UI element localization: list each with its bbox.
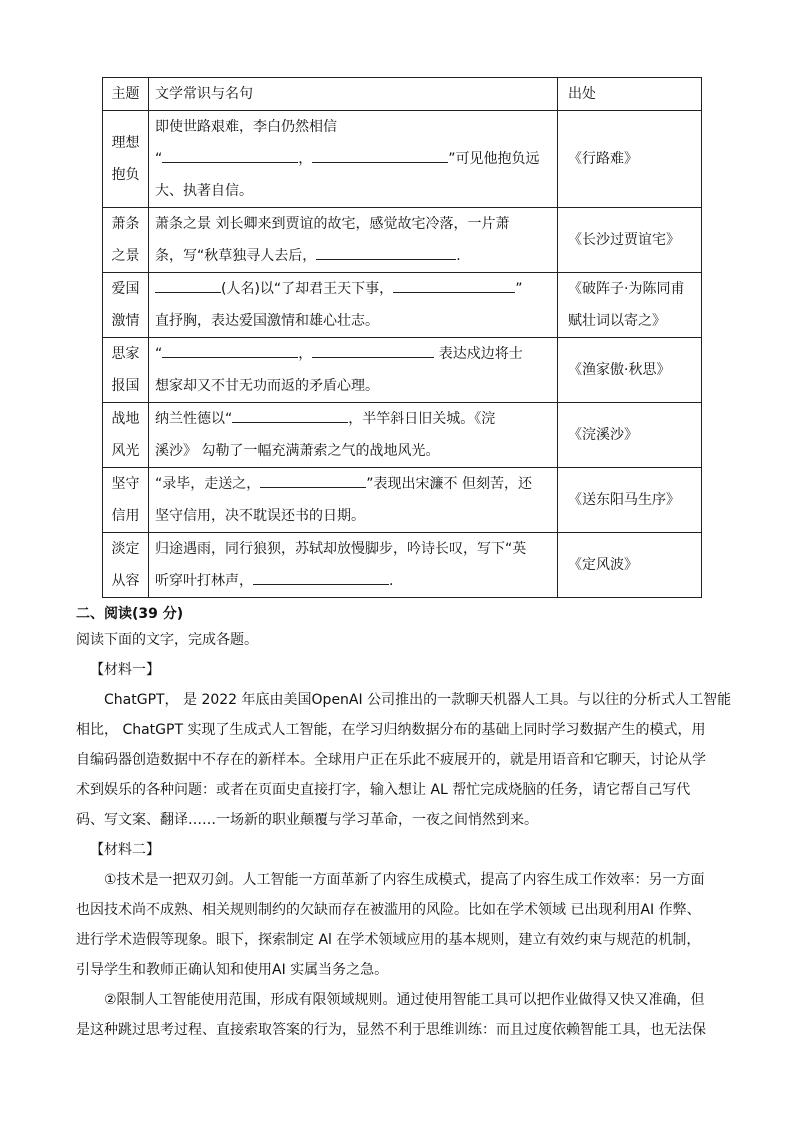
header-content: 文学常识与名句 <box>149 78 558 111</box>
row-theme: 坚守 信用 <box>103 468 149 533</box>
row-content: 萧条之景 刘长卿来到贾谊的故宅，感觉故宅冷落，一片萧 条，写“秋草独寻人去后， . <box>149 208 558 273</box>
literature-table <box>102 77 702 598</box>
fill-blank[interactable] <box>232 408 348 423</box>
paragraph-line: ①技术是一把双刃剑。人工智能一方面革新了内容生成模式，提高了内容生成工作效率：另一方面 <box>104 872 705 888</box>
row-source: 《浣溪沙》 <box>558 403 702 468</box>
fill-blank[interactable] <box>162 148 298 163</box>
paragraph-line: 自编码器创造数据中不存在的新样本。全球用户正在乐此不疲展开的，就是用语音和它聊天，讨论从学 <box>76 752 706 768</box>
table-row <box>103 403 702 468</box>
fill-blank[interactable] <box>162 343 298 358</box>
row-theme: 萧条 之景 <box>103 208 149 273</box>
header-theme: 主题 <box>103 78 149 111</box>
row-theme: 战地 风光 <box>103 403 149 468</box>
paragraph-line: 进行学术造假等现象。眼下，探索制定 Al 在学术领域应用的基本规则，建立有效约束与规范的机制， <box>76 932 701 948</box>
row-content: 即使世路艰难，李白仍然相信 “ ， ”可见他抱负远 大、执著自信。 <box>149 111 558 208</box>
fill-blank[interactable] <box>155 278 221 293</box>
row-theme: 理想 抱负 <box>103 111 149 208</box>
material1-label: 【材料一】 <box>90 662 160 678</box>
table-row <box>103 338 702 403</box>
row-theme: 思家 报国 <box>103 338 149 403</box>
paragraph-line: 码、写文案、翻译……一场新的职业颠覆与学习革命，一夜之间悄然到来。 <box>76 812 538 828</box>
row-content: “ ， 表达戍边将士 想家却又不甘无功而返的矛盾心理。 <box>149 338 558 403</box>
row-content: 归途遇雨，同行狼狈，苏轼却放慢脚步，吟诗长叹，写下“英 听穿叶打林声， . <box>149 533 558 598</box>
row-content: (人名)以“了却君王天下事， ” 直抒胸，表达爱国激情和雄心壮志。 <box>149 273 558 338</box>
table-row <box>103 208 702 273</box>
paragraph-line: ChatGPT， 是 2022 年底由美国OpenAI 公司推出的一款聊天机器人工具。与以往的分析式人工智能 <box>104 692 732 708</box>
row-source: 《长沙过贾谊宅》 <box>558 208 702 273</box>
table-row <box>103 273 702 338</box>
row-source: 《破阵子·为陈同甫 赋壮词以寄之》 <box>558 273 702 338</box>
fill-blank[interactable] <box>253 570 389 585</box>
row-theme: 淡定 从容 <box>103 533 149 598</box>
material2-label: 【材料二】 <box>90 842 160 858</box>
row-theme: 爱国 激情 <box>103 273 149 338</box>
paragraph-line: 是这种跳过思考过程、直接索取答案的行为，显然不利于思维训练：而且过度依赖智能工具，也无法保 <box>76 1022 706 1038</box>
row-source: 《行路难》 <box>558 111 702 208</box>
fill-blank[interactable] <box>316 245 456 260</box>
row-content: “录毕，走送之， ”表现出宋濂不 但刻苦，还 坚守信用，决不耽误还书的日期。 <box>149 468 558 533</box>
paragraph-line: ②限制人工智能使用范围，形成有限领域规则。通过使用智能工具可以把作业做得又快又准确，但 <box>104 992 705 1008</box>
fill-blank[interactable] <box>393 278 515 293</box>
table-row <box>103 111 702 208</box>
table-header-row <box>103 78 702 111</box>
fill-blank[interactable] <box>312 148 448 163</box>
section-title: 二、阅读(39 分) <box>76 606 184 622</box>
row-content: 纳兰性德以“ ，半竿斜日旧关城。《浣 溪沙》 勾勒了一幅充满萧索之气的战地风光。 <box>149 403 558 468</box>
reading-passage <box>76 625 752 1045</box>
table-row <box>103 468 702 533</box>
fill-blank[interactable] <box>312 343 434 358</box>
header-source: 出处 <box>558 78 702 111</box>
paragraph-line: 术到娱乐的各种问题：或者在页面史直接打字，输入想让 AL 帮忙完成烧脑的任务，请它帮自己写代 <box>76 782 691 798</box>
instruction: 阅读下面的文字，完成各题。 <box>76 632 258 648</box>
row-source: 《送东阳马生序》 <box>558 468 702 533</box>
table-row <box>103 533 702 598</box>
paragraph-line: 引导学生和教师正确认知和使用AI 实属当务之急。 <box>76 962 389 978</box>
row-source: 《定风波》 <box>558 533 702 598</box>
row-source: 《渔家傲·秋思》 <box>558 338 702 403</box>
paragraph-line: 相比， ChatGPT 实现了生成式人工智能，在学习归纳数据分布的基础上同时学习数据产生的模式，用 <box>76 722 706 738</box>
paragraph-line: 也因技术尚不成熟、相关规则制约的欠缺而存在被滥用的风险。比如在学术领域 已出现利用AI 作弊、 <box>76 902 701 918</box>
fill-blank[interactable] <box>260 473 366 488</box>
